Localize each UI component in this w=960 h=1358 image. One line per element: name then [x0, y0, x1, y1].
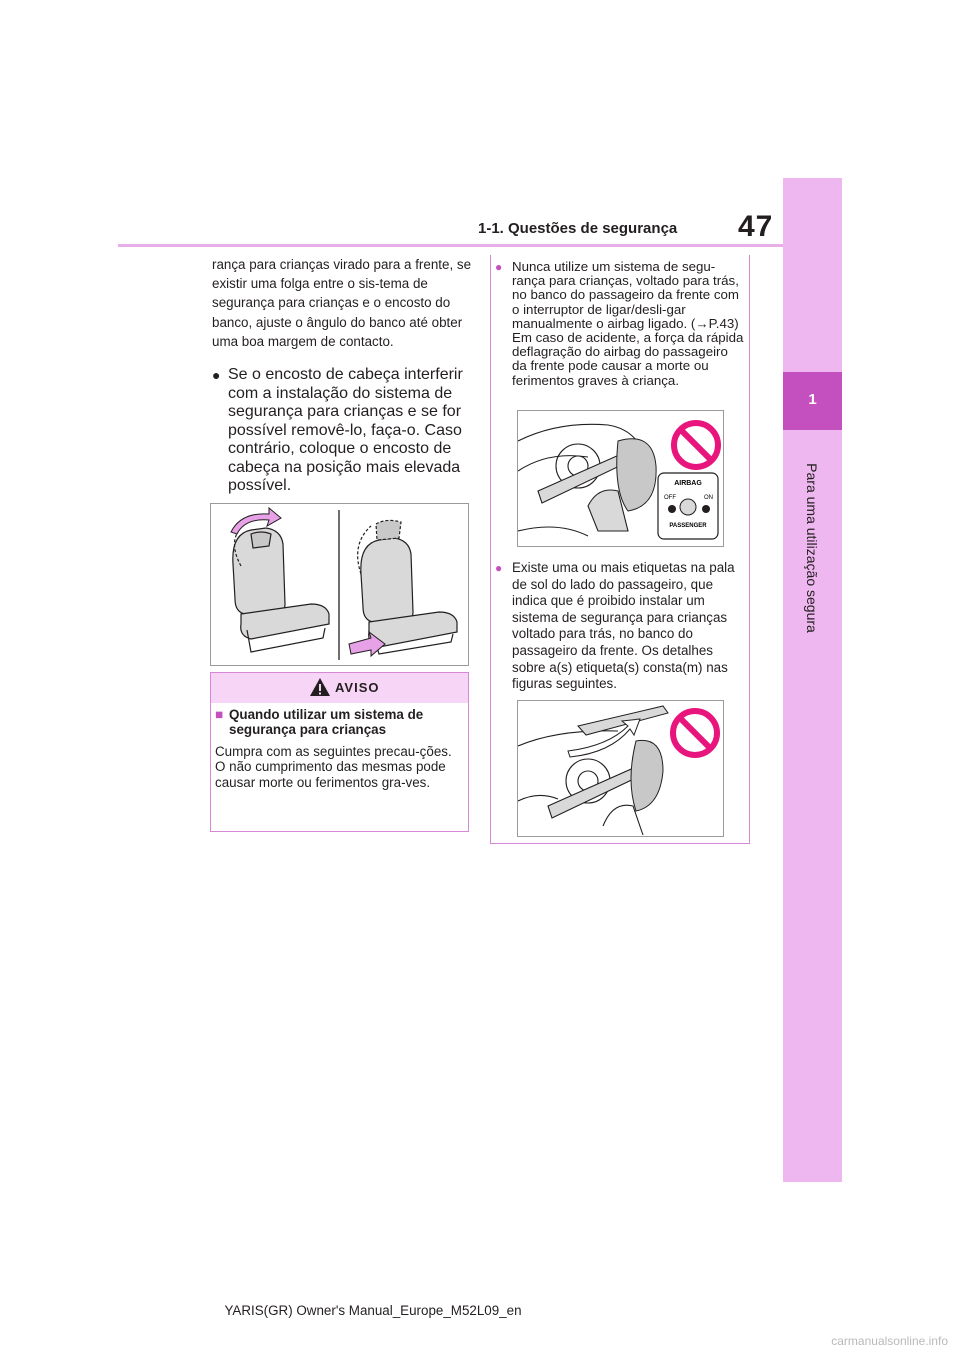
headrest-bullet	[212, 366, 474, 496]
page-number: 47	[738, 210, 774, 243]
bullet-dot-icon: ●	[495, 260, 503, 274]
sunvisor-illustration	[518, 701, 723, 836]
sunvisor-figure	[517, 700, 724, 837]
sunvisor-bullet	[495, 560, 745, 693]
warning-body: Cumpra com as seguintes precau-ções. O não cumprimento das mesmas pode causar morte ou ferimentos gra-ves.	[215, 744, 452, 790]
bullet-dot-icon: ●	[495, 561, 503, 575]
bullet-dot-icon: ●	[212, 367, 221, 383]
headrest-bullet-text: Se o encosto de cabeça interferir com a instalação do sistema de segurança para crianças e se for possível removê-lo, faça-o. Caso contrário, coloque o encosto de cabeça na posição mais elevada possível.	[228, 366, 463, 494]
seat-right-icon	[358, 520, 457, 654]
warning-heading	[215, 707, 460, 737]
airbag-bullet-text: Nunca utilize um sistema de segu-rança para crianças, voltado para trás, no banco do passageiro da frente com o interruptor de ligar/desli-gar manualmente o airbag ligado. (→P.43) Em caso de acidente, a força da rápida deflagração do airbag do passageiro da frente pode causar a morte ou ferimentos graves à criança.	[512, 259, 744, 388]
airbag-label-on: ON	[704, 495, 713, 501]
chapter-side-tab	[783, 178, 842, 1182]
airbag-label-off: OFF	[664, 495, 676, 501]
watermark: carmanualsonline.info	[831, 1334, 948, 1348]
airbag-switch-figure	[517, 410, 724, 547]
warning-continuation-box	[490, 255, 750, 844]
section-title: 1-1. Questões de segurança	[478, 220, 678, 237]
warning-title: AVISO	[335, 680, 380, 695]
chapter-title: Para uma utilização segura	[804, 463, 820, 633]
warning-header	[211, 673, 468, 703]
warning-box	[210, 672, 469, 832]
warning-heading-text: Quando utilizar um sistema de segurança para crianças	[229, 707, 424, 737]
airbag-label-passenger: PASSENGER	[669, 523, 707, 529]
header-rule	[118, 244, 783, 247]
square-bullet-icon: ■	[215, 707, 224, 722]
airbag-bullet	[495, 260, 745, 388]
chapter-number: 1	[808, 391, 817, 408]
sunvisor-bullet-text: Existe uma ou mais etiquetas na pala de sol do lado do passageiro, que indica que é proibido instalar um sistema de segurança para crianças voltado para trás, no banco do passageiro da frente. Os detalhes sobre a(s) etiqueta(s) consta(m) nas figuras seguintes.	[512, 560, 735, 692]
seat-headrest-figure	[210, 503, 469, 666]
seat-illustration	[211, 504, 468, 665]
warning-triangle-icon	[309, 677, 331, 697]
dashboard-airbag-illustration	[518, 411, 723, 546]
footer-text: YARIS(GR) Owner's Manual_Europe_M52L09_en	[224, 1303, 522, 1318]
seat-left-icon	[233, 528, 329, 652]
footer-manual-code	[0, 1303, 960, 1318]
intro-paragraph: rança para crianças virado para a frente, se existir uma folga entre o sis-tema de segurança para crianças e o encosto do banco, ajuste o ângulo do banco até obter uma boa margem de contacto.	[212, 257, 472, 349]
airbag-label-title: AIRBAG	[674, 480, 702, 487]
